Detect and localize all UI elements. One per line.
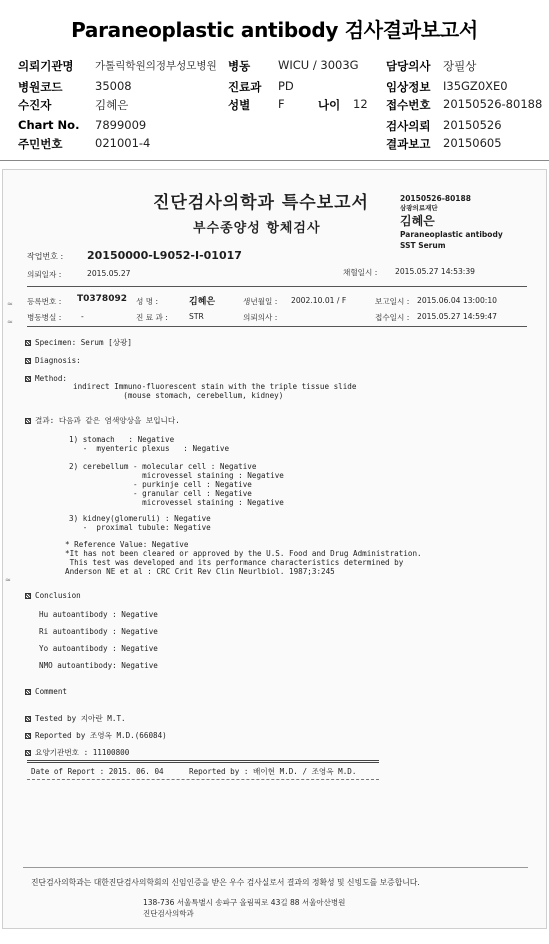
footer-rule-top <box>27 760 379 763</box>
scanned-report <box>2 169 547 929</box>
result-line: - granular cell : Negative <box>69 489 252 498</box>
result-line: microvessel staining : Negative <box>69 498 284 507</box>
checkbox-square <box>25 689 31 695</box>
checkbox-square <box>25 418 31 424</box>
dept-label2: 진 료 과 : <box>136 313 168 322</box>
name-label: 성 명 : <box>136 297 159 306</box>
dept-label: 진료과 <box>228 80 262 94</box>
result-header: 결과: 다음과 같은 염색양상을 보입니다. <box>25 416 180 425</box>
sex-value: F <box>278 97 285 111</box>
method-line: Method: <box>25 374 67 383</box>
receipt-value: 20150526-80188 <box>443 97 543 111</box>
scan-mark: ≈ <box>7 300 13 308</box>
ward-label: 병동 <box>228 59 251 73</box>
result-line: - myenteric plexus : Negative <box>69 444 230 453</box>
receipt-label: 접수번호 <box>386 98 431 112</box>
hospital-code-value: 35008 <box>95 79 132 93</box>
tested-by: Tested by 지아란 M.T. <box>25 714 126 723</box>
requester-label: 의뢰의사 : <box>243 313 278 322</box>
report-label: 결과보고 <box>386 137 431 151</box>
reg-no-label: 등록번호 : <box>27 297 62 306</box>
report-time: 2015.06.04 13:00:10 <box>417 296 497 305</box>
conclusion-line: Hu autoantibody : Negative <box>39 610 158 619</box>
result-line: microvessel staining : Negative <box>69 471 284 480</box>
checkbox-square <box>25 750 31 756</box>
reg-no: T0378092 <box>77 294 127 304</box>
footer-rule-bottom <box>27 779 379 780</box>
result-line: - purkinje cell : Negative <box>69 480 252 489</box>
dept-value: PD <box>278 79 294 93</box>
clinical-label: 임상정보 <box>386 80 431 94</box>
collect-label: 채혈일시 : <box>343 268 378 277</box>
diagnosis-line: Diagnosis: <box>25 356 81 365</box>
request-value: 20150526 <box>443 118 502 132</box>
dept-name: 진단검사의학과 <box>143 909 194 918</box>
patient-value: 김혜은 <box>95 98 129 112</box>
reported-by: Reported by 조영옥 M.D.(66084) <box>25 731 167 740</box>
sex-label: 성별 <box>228 98 251 112</box>
dept2: STR <box>189 312 204 321</box>
result-line: 2) cerebellum - molecular cell : Negative <box>69 462 257 471</box>
note-line: This test was developed and its performance characteristics determined by <box>65 558 404 567</box>
doctor-label: 담당의사 <box>386 59 431 73</box>
checkbox-square <box>25 358 31 364</box>
note-line: *It has not been cleared or approved by the U.S. Food and Drug Administration. <box>65 549 422 558</box>
result-line: 3) kidney(glomeruli) : Negative <box>69 514 211 523</box>
work-no: 20150000-L9052-I-01017 <box>87 249 242 262</box>
right-lab: 삼광의료재단 <box>400 204 438 212</box>
address: 138-736 서울특별시 송파구 올림픽로 43길 88 서울아산병원 <box>143 898 346 907</box>
doctor-value: 장필상 <box>443 59 477 73</box>
comment-header: Comment <box>25 687 67 696</box>
method-detail-1: indirect Immuno-fluorescent stain with the triple tissue slide <box>73 382 357 391</box>
checkbox-square <box>25 716 31 722</box>
footer-reported: Reported by : 배이현 M.D. / 조영옥 M.D. <box>189 767 357 776</box>
institution-value: 가톨릭학원의정부성모병원 <box>95 60 217 72</box>
receipt-time: 2015.05.27 14:59:47 <box>417 312 497 321</box>
specimen-line: Specimen: Serum [상광] <box>25 338 132 347</box>
page-title: Paraneoplastic antibody 검사결과보고서 <box>71 18 478 42</box>
right-test: Paraneoplastic antibody <box>400 230 503 239</box>
chart-label: Chart No. <box>18 118 80 132</box>
age-label: 나이 <box>318 98 341 112</box>
checkbox-square <box>25 593 31 599</box>
certification-text: 진단검사의학과는 대한진단검사의학회의 신임인증을 받은 우수 검사실로서 결과의 정확성 및 신빙도를 보증합니다. <box>31 878 420 887</box>
scan-mark: ≈ <box>7 318 13 326</box>
rrn-label: 주민번호 <box>18 137 63 151</box>
ward2: - <box>81 312 84 321</box>
work-no-label: 작업번호 : <box>27 252 64 261</box>
collect-time: 2015.05.27 14:53:39 <box>395 267 475 276</box>
report-value: 20150605 <box>443 136 502 150</box>
report-title: 진단검사의학과 특수보고서 <box>153 193 369 213</box>
checkbox-square <box>25 733 31 739</box>
report-rule-2 <box>27 326 527 327</box>
note-line: * Reference Value: Negative <box>65 540 189 549</box>
right-specimen: SST Serum <box>400 241 446 250</box>
method-detail-2: (mouse stomach, cerebellum, kidney) <box>73 391 284 400</box>
hospital-code-label: 병원코드 <box>18 80 63 94</box>
report-rule-1 <box>27 286 527 287</box>
scan-mark: ≈ <box>5 576 11 584</box>
conclusion-line: Ri autoantibody : Negative <box>39 627 158 636</box>
patient-name: 김혜은 <box>189 297 216 307</box>
result-line: - proximal tubule: Negative <box>69 523 211 532</box>
ward-value: WICU / 3003G <box>278 58 359 72</box>
conclusion-line: Yo autoantibody : Negative <box>39 644 158 653</box>
receipt-time-label: 접수일시 : <box>375 313 410 322</box>
chart-value: 7899009 <box>95 118 147 132</box>
conclusion-header: Conclusion <box>25 591 81 600</box>
req-date-label: 의뢰일자 : <box>27 270 62 279</box>
clinical-value: I35GZ0XE0 <box>443 79 508 93</box>
right-code: 20150526-80188 <box>400 194 471 203</box>
institution-label: 의뢰기관명 <box>18 59 74 73</box>
checkbox-square <box>25 376 31 382</box>
checkbox-square <box>25 340 31 346</box>
birth: 2002.10.01 / F <box>291 296 347 305</box>
birth-label: 생년월일 : <box>243 297 278 306</box>
conclusion-line: NMO autoantibody: Negative <box>39 661 158 670</box>
header-divider <box>0 160 549 161</box>
report-subtitle: 부수종양성 항체검사 <box>193 221 321 236</box>
agency-no: 요양기관번호 : 11100800 <box>25 748 129 757</box>
patient-label: 수진자 <box>18 98 52 112</box>
note-line: Anderson NE et al : CRC Crit Rev Clin Neurlbiol. 1987;3:245 <box>65 567 335 576</box>
footer-date: Date of Report : 2015. 06. 04 <box>31 767 164 776</box>
result-line: 1) stomach : Negative <box>69 435 175 444</box>
right-name: 김혜은 <box>400 214 435 228</box>
req-date: 2015.05.27 <box>87 269 131 278</box>
rrn-value: 021001-4 <box>95 136 151 150</box>
age-value: 12 <box>353 97 368 111</box>
request-label: 검사의뢰 <box>386 119 431 133</box>
report-time-label: 보고일시 : <box>375 297 410 306</box>
bottom-rule <box>23 867 528 868</box>
ward-label2: 병동병실 : <box>27 313 62 322</box>
